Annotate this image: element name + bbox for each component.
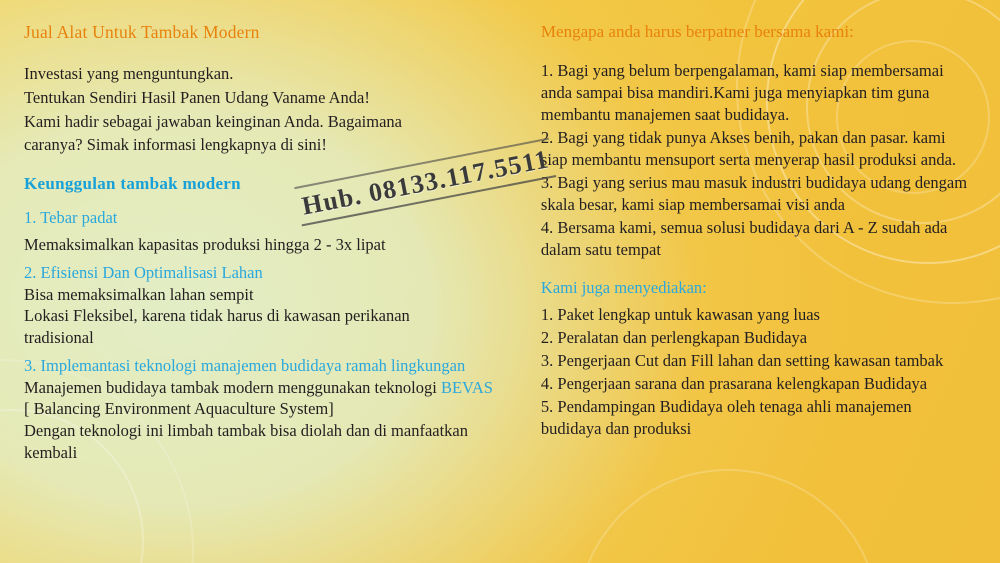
list-item: 2. Peralatan dan perlengkapan Budidaya — [540, 328, 808, 348]
contact-stamp-text: Hub. 08133.117.5511 — [299, 144, 552, 221]
point-1-heading: 1. Tebar padat — [24, 208, 118, 228]
point-1 — [24, 208, 501, 256]
point-3 — [24, 355, 501, 464]
services-title: Kami juga menyediakan: — [540, 278, 707, 298]
list-item: 3. Pengerjaan Cut dan Fill lahan dan setting kawasan tambak — [540, 351, 944, 371]
list-item: 1. Bagi yang belum berpengalaman, kami siap membersamai anda sampai bisa mandiri.Kami juga menyiapkan tim guna membantu manajemen saat budidaya. — [540, 61, 944, 124]
list-item: 1. Paket lengkap untuk kawasan yang luas — [540, 305, 820, 325]
intro-line: Tentukan Sendiri Hasil Panen Udang Vaname Anda! — [24, 87, 370, 107]
point-3-body-pre: Manajemen budidaya tambak modern menggunakan teknologi — [24, 377, 441, 397]
intro-paragraph — [24, 63, 501, 156]
services-list — [541, 304, 976, 440]
list-item: 2. Bagi yang tidak punya Akses benih, pakan dan pasar. kami siap membantu mensuport serta menyerap hasil produksi anda. — [540, 127, 957, 169]
list-item: 4. Pengerjaan sarana dan prasarana kelengkapan Budidaya — [540, 374, 928, 394]
list-item: 4. Bersama kami, semua solusi budidaya dari A - Z sudah ada dalam satu tempat — [540, 217, 948, 259]
point-3-highlight-bevas: BEVAS — [440, 377, 493, 397]
intro-line: Investasi yang menguntungkan. — [24, 64, 234, 83]
point-3-body-post: [ Balancing Environment Aquaculture System] — [24, 399, 334, 419]
point-2-body-line: Lokasi Fleksibel, karena tidak harus di kawasan perikanan — [24, 306, 410, 326]
intro-line: Kami hadir sebagai jawaban keinginan Anda. Bagaimana — [24, 111, 402, 131]
point-2-body-line: Bisa memaksimalkan lahan sempit — [24, 284, 254, 304]
list-item: 5. Pendampingan Budidaya oleh tenaga ahli manajemen budidaya dan produksi — [540, 397, 912, 439]
point-2 — [24, 262, 501, 349]
list-item: 3. Bagi yang serius mau masuk industri budidaya udang dengam skala besar, kami siap membersamai visi anda — [540, 172, 968, 214]
section-title-keunggulan: Keunggulan tambak modern — [24, 174, 241, 194]
point-1-body: Memaksimalkan kapasitas produksi hingga 2 - 3x lipat — [24, 235, 386, 255]
left-column — [24, 22, 519, 553]
point-2-body-line: tradisional — [24, 328, 94, 348]
point-3-body-tail: Dengan teknologi ini limbah tambak bisa diolah dan di manfaatkan kembali — [24, 421, 469, 462]
right-column — [519, 22, 976, 553]
reasons-list — [541, 60, 976, 260]
point-3-body — [24, 377, 501, 421]
point-3-heading: 3. Implemantasi teknologi manajemen budidaya ramah lingkungan — [24, 355, 466, 375]
point-2-heading: 2. Efisiensi Dan Optimalisasi Lahan — [24, 262, 263, 282]
right-title: Mengapa anda harus berpatner bersama kami: — [540, 22, 854, 41]
page-title: Jual Alat Untuk Tambak Modern — [24, 22, 260, 42]
intro-line: caranya? Simak informasi lengkapnya di sini! — [24, 135, 327, 155]
